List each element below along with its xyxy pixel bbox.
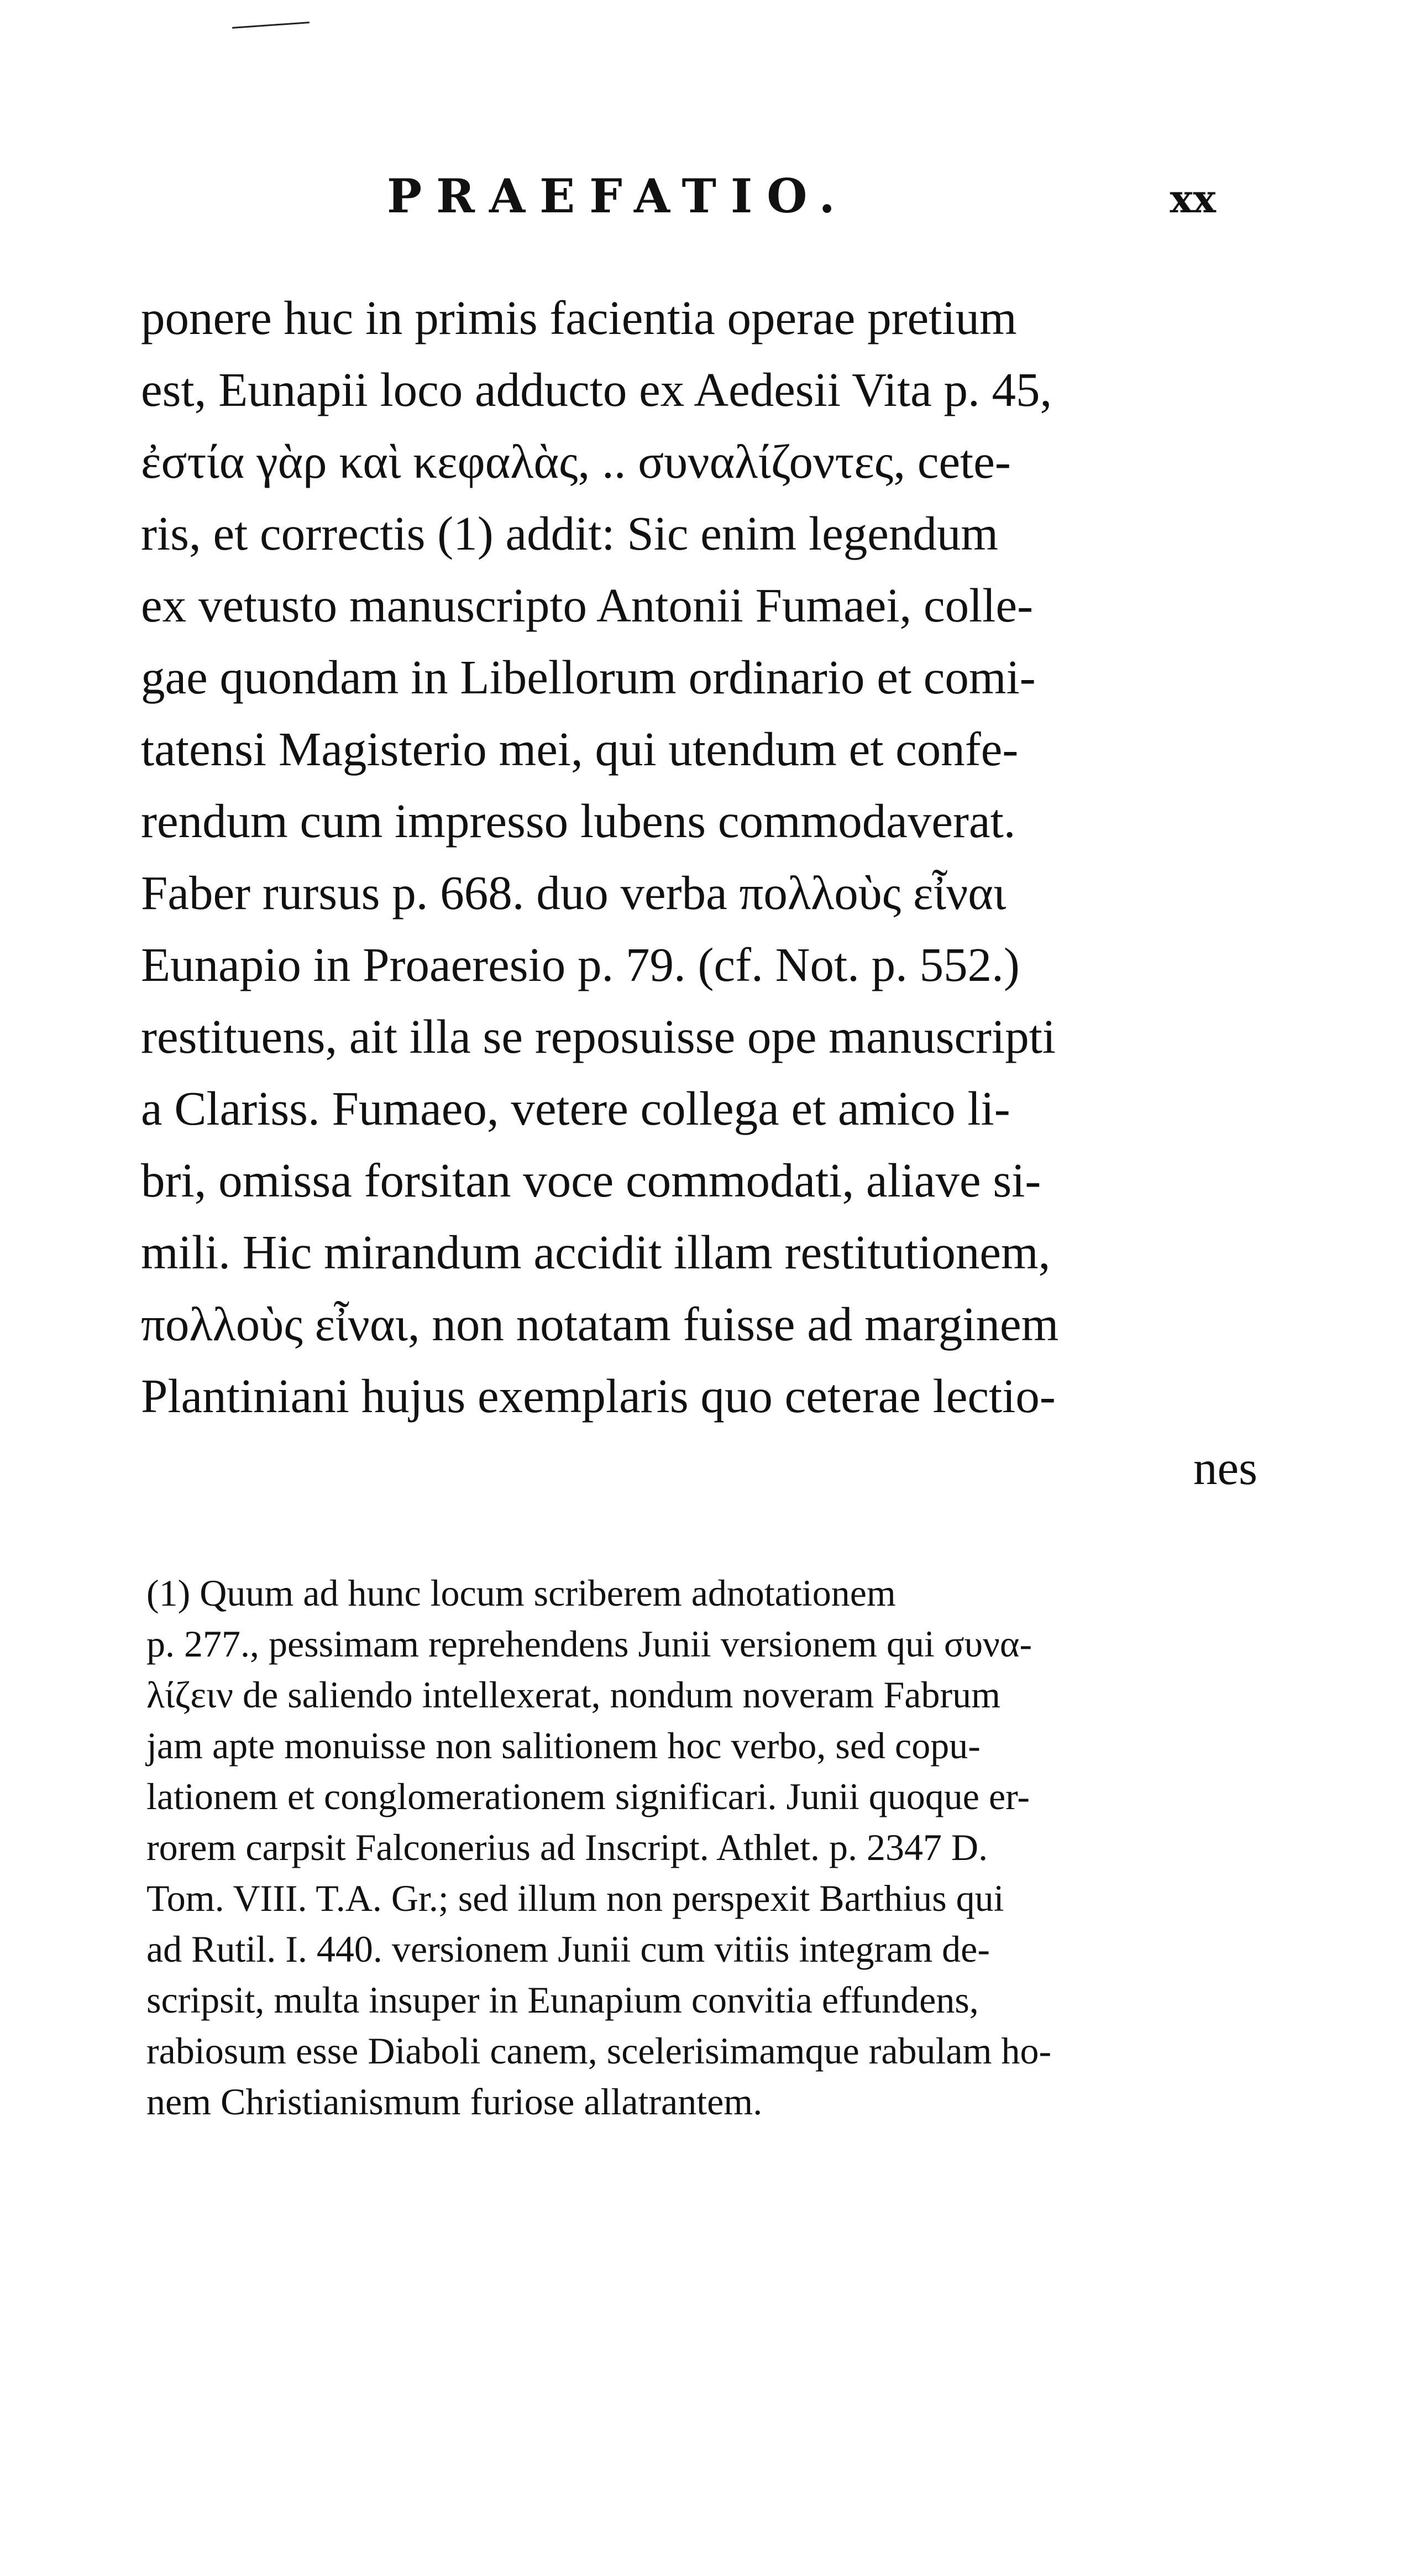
footnote-line: Tom. VIII. T.A. Gr.; sed illum non perspexit Barthius qui — [146, 1877, 1004, 1919]
text-line: ris, et correctis (1) addit: Sic enim legendum — [141, 506, 999, 560]
text-line: Eunapio in Proaeresio p. 79. (cf. Not. p. 552.) — [141, 938, 1020, 991]
text-line: Faber rursus p. 668. duo verba πολλοὺς εἶναι — [141, 866, 1006, 919]
text-line: Plantiniani hujus exemplaris quo ceterae lectio- — [141, 1369, 1056, 1423]
footnote-line: (1) Quum ad hunc locum scriberem adnotationem — [146, 1572, 896, 1614]
page-header — [387, 166, 1216, 227]
text-line: bri, omissa forsitan voce commodati, aliave si- — [141, 1153, 1041, 1207]
footnote-line: nem Christianismum furiose allatrantem. — [146, 2081, 763, 2123]
text-line: gae quondam in Libellorum ordinario et comi- — [141, 650, 1036, 704]
main-text — [141, 282, 1257, 1504]
text-line: rendum cum impresso lubens commodaverat. — [141, 794, 1016, 848]
footnote-line: lationem et conglomerationem significari. Junii quoque er- — [146, 1775, 1030, 1817]
text-line: ἐστία γὰρ καὶ κεφαλὰς, .. συναλίζοντες, cete- — [141, 435, 1011, 488]
footnote-line: rabiosum esse Diaboli canem, scelerisimamque rabulam ho- — [146, 2030, 1052, 2072]
running-head: PRAEFATIO. — [387, 169, 850, 223]
top-rule — [232, 22, 310, 29]
footnote-line: p. 277., pessimam reprehendens Junii versionem qui συνα- — [146, 1623, 1032, 1665]
text-line: est, Eunapii loco adducto ex Aedesii Vita p. 45, — [141, 363, 1052, 416]
footnote-line: scripsit, multa insuper in Eunapium convitia effundens, — [146, 1979, 979, 2021]
text-line: πολλοὺς εἶναι, non notatam fuisse ad marginem — [141, 1297, 1059, 1351]
text-line: tatensi Magisterio mei, qui utendum et confe- — [141, 722, 1019, 776]
footnote-line: jam apte monuisse non salitionem hoc verbo, sed copu- — [146, 1725, 981, 1767]
text-line: a Clariss. Fumaeo, vetere collega et amico li- — [141, 1081, 1010, 1135]
text-line: ponere huc in primis facientia operae pretium — [141, 291, 1017, 344]
page-number: xx — [1170, 176, 1216, 222]
footnote — [146, 1567, 1257, 2127]
footnote-line: λίζειν de saliendo intellexerat, nondum noveram Fabrum — [146, 1674, 1000, 1716]
footnote-line: ad Rutil. I. 440. versionem Junii cum vitiis integram de- — [146, 1928, 990, 1970]
text-line: mili. Hic mirandum accidit illam restitutionem, — [141, 1225, 1051, 1279]
text-line: ex vetusto manuscripto Antonii Fumaei, colle- — [141, 578, 1034, 632]
catchword: nes — [1193, 1441, 1257, 1495]
footnote-line: rorem carpsit Falconerius ad Inscript. Athlet. p. 2347 D. — [146, 1826, 988, 1868]
text-line: restituens, ait illa se reposuisse ope manuscripti — [141, 1010, 1056, 1063]
